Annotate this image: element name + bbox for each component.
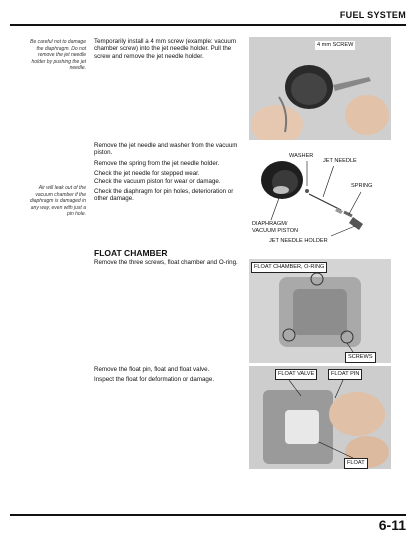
step2-text xyxy=(94,142,246,206)
label-float-pin: FLOAT PIN xyxy=(328,369,362,380)
photo-illustration xyxy=(249,259,391,363)
label-diaphragm-vacuum-piston: DIAPHRAGM/ VACUUM PISTON xyxy=(250,220,309,236)
float-chamber-text: Remove the three screws, float chamber and O-ring. xyxy=(94,259,238,266)
step2-para: Check the vacuum piston for wear or damage. xyxy=(94,177,221,185)
figure-float-chamber xyxy=(249,259,391,363)
step2-para: Remove the spring from the jet needle holder. xyxy=(94,159,220,167)
figure-float-removal xyxy=(249,366,391,469)
step4-para: Inspect the float for deformation or damage. xyxy=(94,376,215,384)
label-jet-needle-holder: JET NEEDLE HOLDER xyxy=(269,238,328,244)
step1-text: Temporarily install a 4 mm screw (example: vacuum chamber screw) into the jet needle holder. Pull the screw and remove the jet needle holder. xyxy=(94,38,237,60)
page-number: 6-11 xyxy=(378,517,406,533)
step2-para: Check the diaphragm for pin holes, deterioration or other damage. xyxy=(94,188,234,203)
photo-illustration xyxy=(249,37,391,140)
footer-rule xyxy=(10,514,406,516)
step4-text xyxy=(94,366,246,387)
figure-vacuum-piston-screw xyxy=(249,37,391,140)
step2-para: Remove the jet needle and washer from the vacuum piston. xyxy=(94,142,238,157)
margin-note-diaphragm: Air will leak out of the vacuum chamber if the diaphragm is damaged in any way, even with just a pin hole. xyxy=(29,185,86,218)
label-screws: SCREWS xyxy=(345,352,376,363)
step2-para: Check the jet needle for stepped wear. xyxy=(94,170,200,178)
float-chamber-heading: FLOAT CHAMBER xyxy=(94,248,168,258)
label-float: FLOAT xyxy=(344,458,368,469)
section-title: FUEL SYSTEM xyxy=(339,10,406,20)
photo-illustration xyxy=(249,366,391,469)
figure-jet-needle-parts xyxy=(249,142,391,246)
margin-note-jet-holder: Be careful not to damage the diaphragm. Do not remove the jet needle holder by pushing the jet needle. xyxy=(30,39,86,72)
step4-para: Remove the float pin, float and float valve. xyxy=(94,366,210,373)
label-washer: WASHER xyxy=(289,153,314,159)
label-spring: SPRING xyxy=(351,183,373,189)
label-float-valve: FLOAT VALVE xyxy=(275,369,317,380)
label-4mm-screw: 4 mm SCREW xyxy=(317,42,354,48)
label-float-chamber-o-ring: FLOAT CHAMBER, O-RING xyxy=(251,262,327,273)
header-rule xyxy=(10,24,406,26)
label-jet-needle: JET NEEDLE xyxy=(323,158,357,164)
